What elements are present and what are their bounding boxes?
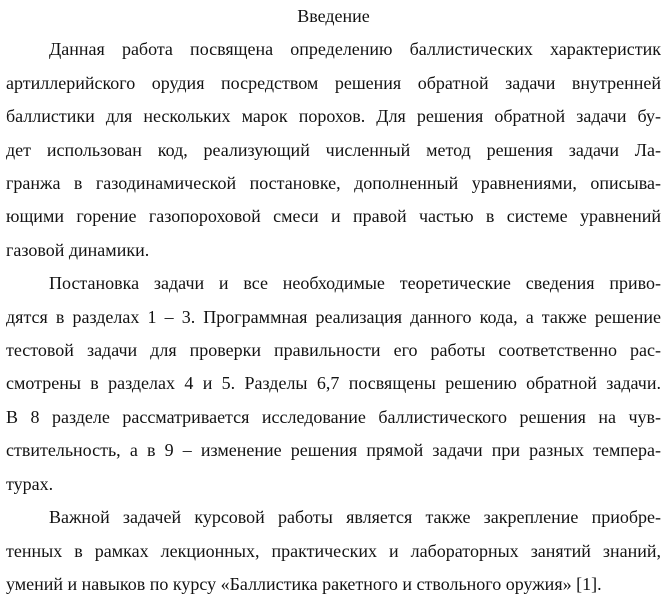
text-line: смотрены в разделах 4 и 5. Разделы 6,7 посвящены решению обратной задачи. [6,373,661,394]
paragraph-intro-purpose [6,33,661,267]
text-line: умений и навыков по курсу «Баллистика ракетного и ствольного оружия» [1]. [6,573,602,594]
text-line: ствительность, а в 9 – изменение решения прямой задачи при разных темпера- [6,440,661,461]
text-line: Данная работа посвящена определению баллистических характеристик [49,39,661,60]
text-line: гранжа в газодинамической постановке, дополненный уравнениями, описыва- [6,173,661,194]
text-line: артиллерийского орудия посредством решения обратной задачи внутренней [6,72,661,93]
text-line: газовой динамики. [6,239,150,260]
text-line: В 8 разделе рассматривается исследование баллистического решения на чув- [6,406,661,427]
paragraph-course-goal [6,501,661,595]
text-line: ющими горение газопороховой смеси и правой частью в системе уравнений [6,206,661,227]
paragraph-structure-overview [6,267,661,501]
text-line: дятся в разделах 1 – 3. Программная реализация данного кода, а также решение [6,306,661,327]
text-line: Важной задачей курсовой работы является также закрепление приобре- [49,507,661,528]
text-line: дет использован код, реализующий численный метод решения задачи Ла- [6,139,661,160]
text-line: Постановка задачи и все необходимые теоретические сведения приво- [49,273,661,294]
text-line: турах. [6,473,54,494]
page-title: Введение [297,6,370,26]
text-line: тестовой задачи для проверки правильности его работы соответственно рас- [6,340,661,361]
text-line: баллистики для нескольких марок порохов. Для решения обратной задачи бу- [6,106,661,127]
text-line: тенных в рамках лекционных, практических и лабораторных занятий знаний, [6,540,661,561]
